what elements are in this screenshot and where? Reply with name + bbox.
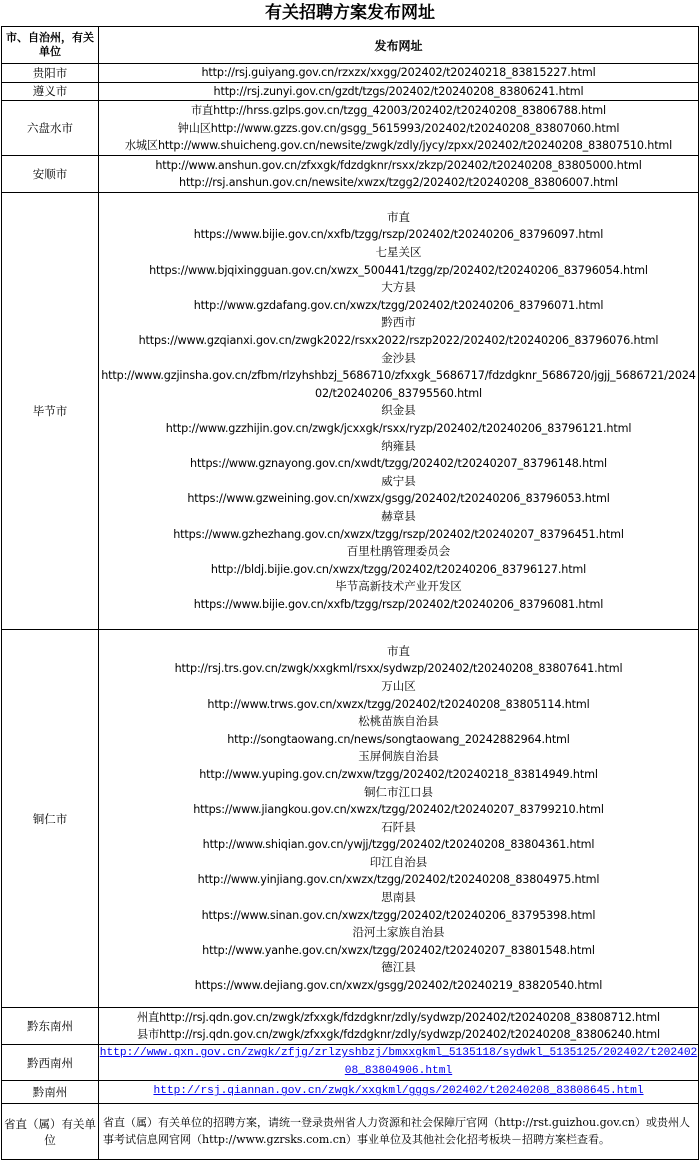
county-name: 市直: [387, 643, 410, 658]
county-name: 松桃苗族自治县: [358, 714, 439, 729]
table-row: [2, 64, 699, 83]
bijie-url-list: [99, 193, 699, 630]
county-name: 万山区: [381, 678, 416, 693]
url-text[interactable]: https://www.sinan.gov.cn/xwzx/tzgg/202402/t20240206_83795398.html: [201, 908, 596, 922]
url-text[interactable]: 州直http://rsj.qdn.gov.cn/zwgk/zfxxgk/fdzdgknr/zdly/sydwzp/202402/t20240208_83808712.html: [137, 1010, 660, 1024]
url-text[interactable]: 县市http://rsj.qdn.gov.cn/zwgk/zfxxgk/fdzdgknr/zdly/sydwzp/202402/t20240208_83806240.html: [137, 1028, 660, 1042]
url-text[interactable]: http://www.shiqian.gov.cn/ywjj/tzgg/202402/t20240208_83804361.html: [202, 838, 595, 852]
region-cell: 黔南州: [2, 1081, 99, 1104]
url-text[interactable]: http://www.gzdafang.gov.cn/xwzx/tzgg/202402/t20240206_83796071.html: [193, 298, 604, 312]
county-name: 金沙县: [381, 350, 416, 365]
url-text[interactable]: http://www.gzjinsha.gov.cn/zfbm/rlzyhshbzj_5686710/zfxxgk_5686717/fdzdgknr_5686720/jgjj_5686721/202402/t20240206_83795560.html: [101, 369, 696, 400]
url-text[interactable]: https://www.dejiang.gov.cn/xwzx/gsgg/202402/t20240219_83820540.html: [194, 979, 603, 993]
page-title: 有关招聘方案发布网址: [265, 3, 435, 23]
region-cell: 黔东南州: [2, 1008, 99, 1045]
url-text[interactable]: http://www.yinjiang.gov.cn/xwzx/tzgg/202402/t20240208_83804975.html: [197, 873, 600, 887]
url-text[interactable]: http://www.trws.gov.cn/xwzx/tzgg/202402/t20240208_83805114.html: [207, 697, 590, 711]
county-name: 铜仁市江口县: [364, 784, 433, 799]
url-text[interactable]: 市直http://hrss.gzlps.gov.cn/tzgg_42003/202402/t20240208_83806788.html: [191, 104, 606, 118]
url-text[interactable]: https://www.bjqixingguan.gov.cn/xwzx_500441/tzgg/zp/202402/t20240206_83796054.html: [149, 263, 648, 277]
url-text[interactable]: 水城区http://www.shuicheng.gov.cn/newsite/zwgk/zdly/jycy/zpxx/202402/t20240208_83807510.html: [124, 138, 673, 152]
url-text[interactable]: https://www.gznayong.gov.cn/xwdt/tzgg/202402/t20240207_83796148.html: [190, 457, 607, 471]
table-row: [2, 1104, 699, 1160]
county-name: 威宁县: [381, 473, 416, 488]
county-name: 印江自治县: [369, 854, 428, 869]
county-name: 纳雍县: [381, 438, 416, 453]
url-text[interactable]: http://rsj.zunyi.gov.cn/gzdt/tzgs/202402/t20240208_83806241.html: [213, 84, 584, 98]
table-row: [2, 1081, 699, 1104]
url-text[interactable]: https://www.bijie.gov.cn/xxfb/tzgg/rszp/202402/t20240206_83796081.html: [193, 597, 604, 611]
table-row: [2, 1045, 699, 1081]
url-text[interactable]: http://www.yanhe.gov.cn/xwzx/tzgg/202402/t20240207_83801548.html: [202, 943, 595, 957]
region-cell: 铜仁市: [2, 630, 99, 1008]
table-row: [2, 193, 699, 630]
county-name: 织金县: [381, 403, 416, 418]
url-text[interactable]: http://songtaowang.cn/news/songtaowang_20242882964.html: [227, 732, 570, 746]
tongren-url-list: [99, 630, 699, 1008]
county-name: 黔西市: [381, 315, 416, 330]
url-text[interactable]: https://www.gzqianxi.gov.cn/zwgk2022/rsxx2022/rszp2022/202402/t20240206_83796076.html: [138, 334, 659, 348]
county-name: 毕节高新技术产业开发区: [335, 579, 462, 594]
table-row: [2, 630, 699, 1008]
county-name: 赫章县: [381, 508, 416, 523]
url-text[interactable]: http://rsj.anshun.gov.cn/newsite/xwzx/tzgg2/202402/t20240208_83806007.html: [179, 176, 618, 190]
header-region-cell: 市、自治州，有关单位: [2, 27, 99, 64]
table-row: [2, 156, 699, 193]
url-text[interactable]: http://www.gzzhijin.gov.cn/zwgk/jcxxgk/rsxx/ryzp/202402/t20240206_83796121.html: [165, 421, 632, 435]
county-name: 大方县: [381, 280, 416, 295]
url-text[interactable]: 钟山区http://www.gzzs.gov.cn/gsgg_5615993/202402/t20240208_83807060.html: [177, 121, 620, 135]
url-text[interactable]: https://www.gzhezhang.gov.cn/xwzx/tzgg/rszp/202402/t20240207_83796451.html: [173, 527, 624, 541]
county-name: 百里杜鹃管理委员会: [346, 544, 451, 559]
county-name: 市直: [387, 209, 410, 224]
county-name: 德江县: [381, 960, 416, 975]
region-cell: 安顺市: [2, 156, 99, 193]
url-text[interactable]: https://www.gzweining.gov.cn/xwzx/gsgg/202402/t20240206_83796053.html: [187, 492, 610, 506]
county-name: 七星关区: [375, 245, 422, 260]
table-row: [2, 1008, 699, 1045]
url-text[interactable]: https://www.jiangkou.gov.cn/xwzx/tzgg/202402/t20240207_83799210.html: [193, 803, 604, 817]
county-name: 玉屏侗族自治县: [358, 749, 439, 764]
region-cell: 六盘水市: [2, 101, 99, 156]
region-cell: 遵义市: [2, 82, 99, 101]
region-cell: 贵阳市: [2, 64, 99, 83]
table-row: [2, 101, 699, 156]
url-text[interactable]: https://www.bijie.gov.cn/xxfb/tzgg/rszp/202402/t20240206_83796097.html: [193, 228, 604, 242]
url-text[interactable]: http://rsj.trs.gov.cn/zwgk/xxgkml/rsxx/sydwzp/202402/t20240208_83807641.html: [174, 662, 623, 676]
url-text[interactable]: http://bldj.bijie.gov.cn/xwzx/tzgg/202402/t20240206_83796127.html: [210, 562, 587, 576]
url-link[interactable]: http://www.qxn.gov.cn/zwgk/zfjg/zrlzyshbzj/bmxxgkml_5135118/sydwkl_5135125/202402/t20240208_83804906.html: [99, 1047, 698, 1077]
header-url-cell: 发布网址: [99, 27, 699, 64]
provincial-note: 省直（属）有关单位的招聘方案，请统一登录贵州省人力资源和社会保障厅官网（http://rst.guizhou.gov.cn）或贵州人事考试信息网官网（http://www.gzrsks.com.cn）事业单位及其他社会化招考板块－招聘方案栏查看。: [99, 1104, 699, 1160]
region-cell: 省直（属）有关单位: [2, 1104, 99, 1160]
url-text[interactable]: http://www.yuping.gov.cn/zwxw/tzgg/202402/t20240218_83814949.html: [199, 767, 598, 781]
url-text[interactable]: http://rsj.guiyang.gov.cn/rzxzx/xxgg/202402/t20240218_83815227.html: [201, 66, 596, 79]
county-name: 石阡县: [381, 819, 416, 834]
county-name: 思南县: [381, 890, 416, 905]
county-name: 沿河土家族自治县: [352, 925, 445, 940]
url-table: [1, 26, 699, 1160]
url-link[interactable]: http://rsj.qiannan.gov.cn/zwgk/xxgkml/gggs/202402/t20240208_83808645.html: [153, 1085, 644, 1098]
table-row: [2, 82, 699, 101]
url-text[interactable]: http://www.anshun.gov.cn/zfxxgk/fdzdgknr/rsxx/zkzp/202402/t20240208_83805000.html: [155, 158, 642, 172]
region-cell: 黔西南州: [2, 1045, 99, 1081]
region-cell: 毕节市: [2, 193, 99, 630]
table-header-row: [2, 27, 699, 64]
